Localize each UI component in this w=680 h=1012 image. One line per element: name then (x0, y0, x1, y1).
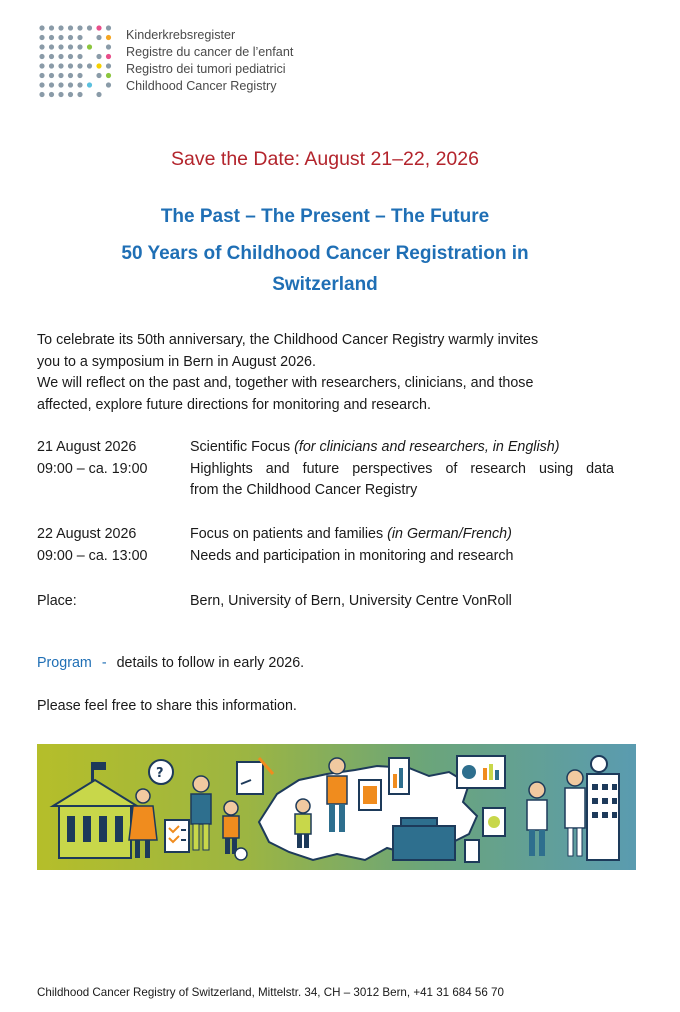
intro-line-2: you to a symposium in Bern in August 2026. (37, 353, 316, 370)
day1-time: 09:00 – ca. 19:00 (37, 460, 148, 477)
svg-text:?: ? (156, 766, 164, 781)
day1-date: 21 August 2026 (37, 439, 137, 455)
schedule-place (37, 591, 637, 613)
logo-line-de: Kinderkrebsregister (126, 28, 236, 42)
logo-text (126, 27, 293, 95)
day2-date: 22 August 2026 (37, 526, 137, 542)
save-the-date: Save the Date: August 21–22, 2026 (171, 148, 479, 170)
day2-focus-note: (in German/French) (387, 526, 512, 542)
day2-time: 09:00 – ca. 13:00 (37, 547, 148, 564)
place-value: Bern, University of Bern, University Centre VonRoll (190, 593, 512, 609)
place-label: Place: (37, 593, 77, 609)
day1-desc-1: Highlights and future perspectives of research using data (190, 460, 614, 477)
registry-logo (38, 24, 338, 100)
day2-desc: Needs and participation in monitoring and research (190, 547, 514, 564)
logo-line-en: Childhood Cancer Registry (126, 79, 277, 93)
day2-focus (190, 524, 614, 546)
program-separator: - (101, 655, 107, 671)
intro-line-3: We will reflect on the past and, together with researchers, clinicians, and those (37, 375, 534, 391)
schedule-day-1 (37, 437, 637, 502)
day1-focus-label: Scientific Focus (190, 439, 291, 455)
share-note: Please feel free to share this information. (37, 698, 297, 714)
logo-line-fr: Registre du cancer de l’enfant (126, 45, 294, 59)
program-link[interactable]: Program (37, 655, 92, 671)
checklist-icon (165, 820, 189, 852)
day1-desc-2: from the Childhood Cancer Registry (190, 482, 418, 498)
program-text: details to follow in early 2026. (116, 655, 305, 671)
footer-address: Childhood Cancer Registry of Switzerland, Mittelstr. 34, CH – 3012 Bern, +41 31 684 56 70 (37, 986, 504, 999)
title-line-1: The Past – The Present – The Future (160, 206, 490, 227)
intro-line-4: affected, explore future directions for monitoring and research. (37, 396, 431, 413)
illustration-banner (37, 744, 636, 870)
laptop-chart-icon (457, 756, 505, 788)
program-line (37, 655, 304, 671)
title-line-2 (40, 238, 610, 300)
title-line-2b: Switzerland (272, 274, 378, 295)
intro-line-1: To celebrate its 50th anniversary, the Childhood Cancer Registry warmly invites (37, 332, 539, 348)
day2-focus-label: Focus on patients and families (190, 526, 384, 542)
title-line-2a: 50 Years of Childhood Cancer Registration in (121, 243, 529, 264)
intro-paragraph (37, 330, 637, 416)
logo-line-it: Registro dei tumori pediatrici (126, 62, 286, 76)
day1-focus (190, 437, 614, 459)
day1-focus-note: (for clinicians and researchers, in English) (294, 439, 560, 455)
schedule-day-2 (37, 524, 637, 567)
dot-grid-logo-icon (38, 24, 118, 100)
